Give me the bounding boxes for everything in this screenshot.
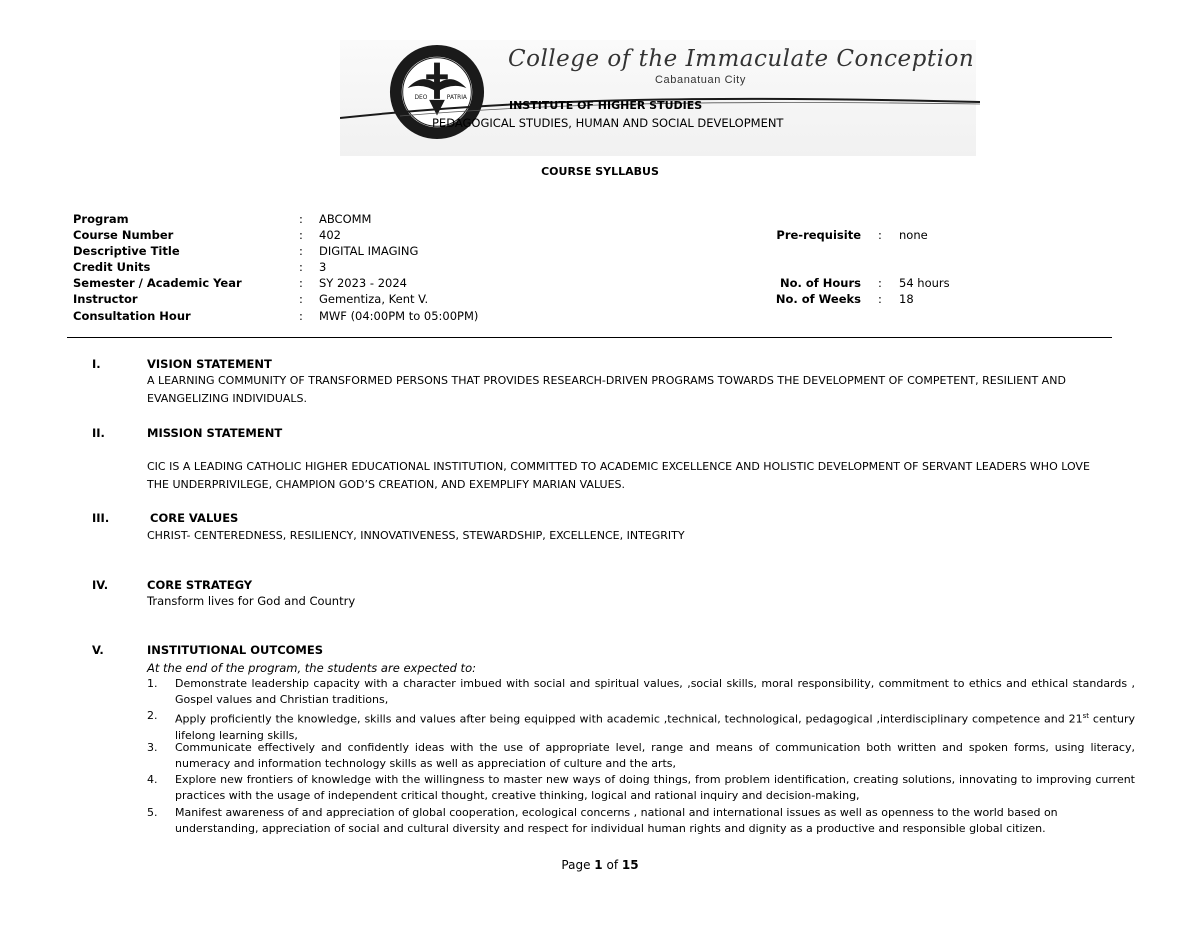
list-item-text: Explore new frontiers of knowledge with the willingness to master new ways of doing things, from problem identification, creating solutions, innovating to improving current practices with the usage of independent critical thought, creative thinking, logical and rational inquiry and decision-making, — [175, 773, 1135, 802]
info-colon: : — [878, 228, 882, 242]
info-value-weeks: 18 — [899, 292, 914, 306]
info-value-instructor: Gementiza, Kent V. — [319, 292, 429, 306]
info-label-course-number: Course Number — [73, 228, 174, 242]
seal-motto-right: PATRIA — [446, 94, 467, 101]
info-colon: : — [299, 244, 303, 258]
core-values-text: CHRIST- CENTEREDNESS, RESILIENCY, INNOVATIVENESS, STEWARDSHIP, EXCELLENCE, INTEGRITY — [147, 529, 685, 542]
info-label-instructor: Instructor — [73, 292, 138, 306]
list-item-number: 3. — [147, 741, 158, 754]
list-item-text: Apply proficiently the knowledge, skills and values after being equipped with academic ,technical, technological, pedagogical ,interdisciplinary competence and 21st century lifelong learning skills, — [175, 712, 1135, 742]
section-title-mission: MISSION STATEMENT — [147, 426, 283, 440]
section-number: III. — [92, 511, 110, 525]
vision-text: A LEARNING COMMUNITY OF TRANSFORMED PERSONS THAT PROVIDES RESEARCH-DRIVEN PROGRAMS TOWARDS THE DEVELOPMENT OF COMPETENT, RESILIENT AND EVANGELIZING INDIVIDUALS. — [147, 374, 1066, 405]
list-item-text: Demonstrate leadership capacity with a character imbued with social and spiritual values, ,social skills, moral responsibility, commitment to ethics and ethical standards , Gospel values and Christian traditions, — [175, 677, 1135, 706]
info-label-credit-units: Credit Units — [73, 260, 151, 274]
section-number: I. — [92, 357, 101, 371]
section-title-core-strategy: CORE STRATEGY — [147, 578, 253, 592]
section-number: V. — [92, 643, 104, 657]
info-value-prerequisite: none — [899, 228, 928, 242]
info-label-hours: No. of Hours — [779, 276, 861, 290]
seal-motto-left: DEO — [414, 94, 428, 101]
info-label-prerequisite: Pre-requisite — [776, 228, 861, 242]
info-value-credit-units: 3 — [319, 260, 327, 274]
info-value-hours: 54 hours — [899, 276, 950, 290]
info-colon: : — [878, 292, 882, 306]
document-title: COURSE SYLLABUS — [541, 165, 659, 178]
info-colon: : — [299, 276, 303, 290]
info-value-consultation: MWF (04:00PM to 05:00PM) — [319, 309, 479, 323]
info-value-program: ABCOMM — [319, 212, 372, 226]
institute-title: INSTITUTE OF HIGHER STUDIES — [509, 99, 703, 112]
info-colon: : — [878, 276, 882, 290]
info-colon: : — [299, 309, 303, 323]
mission-text: CIC IS A LEADING CATHOLIC HIGHER EDUCATIONAL INSTITUTION, COMMITTED TO ACADEMIC EXCELLENCE AND HOLISTIC DEVELOPMENT OF SERVANT LEADERS WHO LOVE THE UNDERPRIVILEGE, CHAMPION GOD’S CREATION, AND EXEMPLIFY MARIAN VALUES. — [147, 460, 1090, 491]
list-item-number: 1. — [147, 677, 158, 690]
list-item-text: Communicate effectively and confidently ideas with the use of appropriate level, range and means of communication both written and spoken forms, using literacy, numeracy and information technology skills as well as appreciation of culture and the arts, — [175, 741, 1135, 770]
list-item-text: Manifest awareness of and appreciation of global cooperation, ecological concerns , national and international issues as well as openness to the world based on understanding, appreciation of social and cultural diversity and respect for individual human rights and dignity as a productive and responsible global citizen. — [175, 806, 1058, 835]
section-number: IV. — [92, 578, 109, 592]
info-label-program: Program — [73, 212, 129, 226]
info-colon: : — [299, 212, 303, 226]
section-title-vision: VISION STATEMENT — [147, 357, 272, 371]
info-colon: : — [299, 228, 303, 242]
info-label-weeks: No. of Weeks — [775, 292, 861, 306]
info-colon: : — [299, 260, 303, 274]
section-number: II. — [92, 426, 105, 440]
list-item-number: 4. — [147, 773, 158, 786]
college-name: College of the Immaculate Conception — [508, 46, 975, 72]
list-item-number: 5. — [147, 806, 158, 819]
info-colon: : — [299, 292, 303, 306]
section-title-outcomes: INSTITUTIONAL OUTCOMES — [147, 643, 324, 657]
page-indicator: Page 1 of 15 — [561, 858, 639, 872]
info-value-descriptive-title: DIGITAL IMAGING — [319, 244, 419, 258]
core-strategy-text: Transform lives for God and Country — [147, 594, 356, 608]
info-label-consultation: Consultation Hour — [73, 309, 191, 323]
info-label-semester: Semester / Academic Year — [73, 276, 242, 290]
info-value-semester: SY 2023 - 2024 — [319, 276, 407, 290]
section-title-core-values: CORE VALUES — [150, 511, 239, 525]
divider — [67, 337, 1112, 338]
department-title: PEDAGOGICAL STUDIES, HUMAN AND SOCIAL DEVELOPMENT — [432, 116, 784, 130]
outcomes-intro: At the end of the program, the students are expected to: — [147, 661, 476, 675]
college-city: Cabanatuan City — [655, 74, 746, 86]
list-item-number: 2. — [147, 709, 158, 722]
info-label-descriptive-title: Descriptive Title — [73, 244, 180, 258]
info-value-course-number: 402 — [319, 228, 341, 242]
